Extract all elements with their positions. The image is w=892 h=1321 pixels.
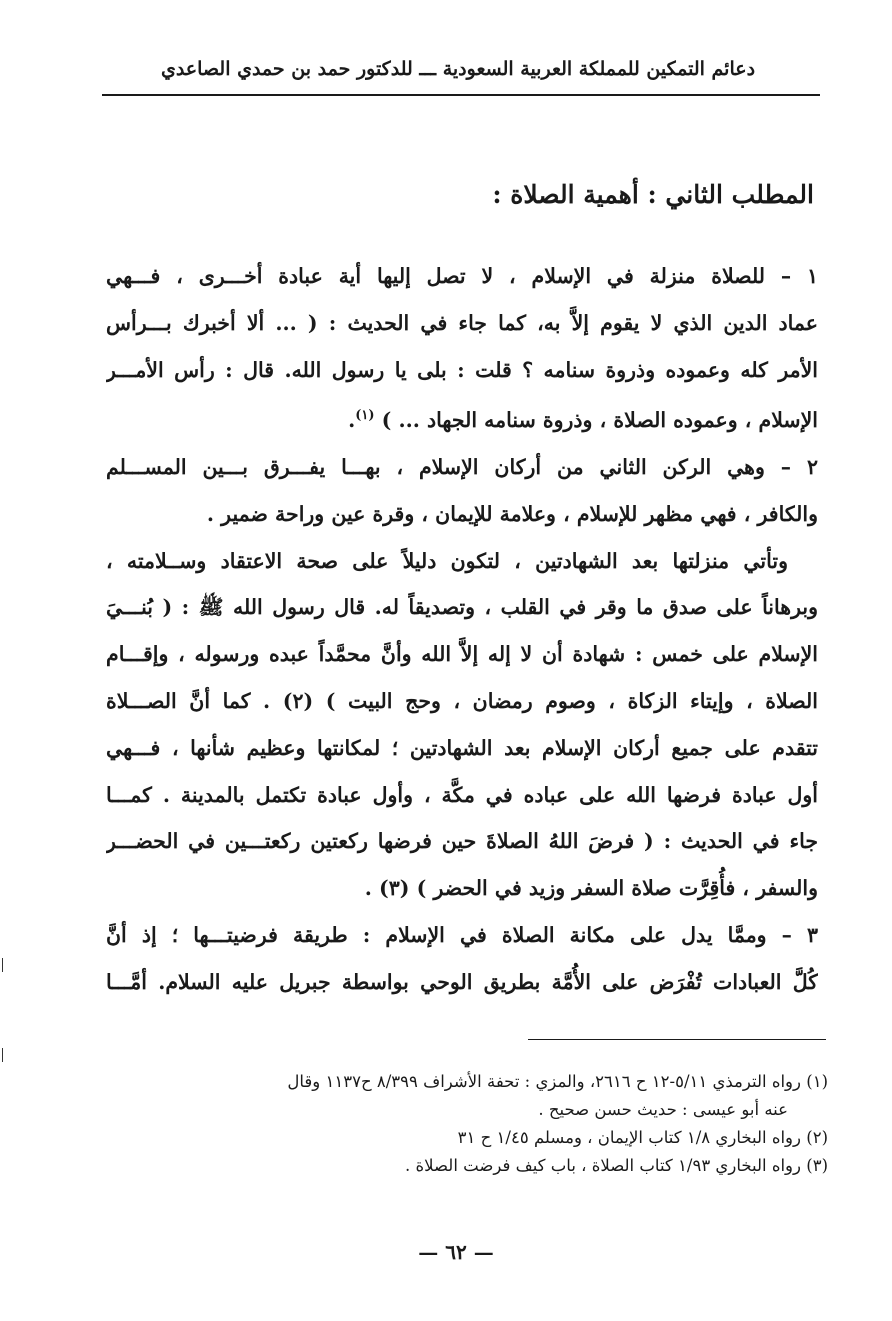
scan-edge-mark <box>2 958 9 972</box>
footnote-rule <box>528 1039 826 1040</box>
text-line: جاء في الحديث : ( فرضَ اللهُ الصلاةَ حين فرضها ركعتين ركعتـــين في الحضـــر <box>106 829 818 854</box>
footnote-ref-1: (١) <box>355 408 375 424</box>
text-line: وبرهاناً على صدق ما وقر في القلب ، وتصديقاً له. قال رسول الله ﷺ : ( بُنـــيَ <box>106 595 818 620</box>
footnote-1: (١) رواه الترمذي ٥/١١-١٢ ح ٢٦١٦، والمزي : تحفة الأشراف ٨/٣٩٩ ح١١٣٧ وقال <box>287 1072 828 1091</box>
footnote-3: (٣) رواه البخاري ١/٩٣ كتاب الصلاة ، باب كيف فرضت الصلاة . <box>405 1156 828 1175</box>
running-header: دعائم التمكين للمملكة العربية السعودية ـــ للدكتور حمد بن حمدي الصاعدي <box>160 58 756 80</box>
text-line <box>106 393 818 444</box>
footnotes <box>108 1068 828 1180</box>
text-line: ١ – للصلاة منزلة في الإسلام ، لا تصل إليها أية عبادة أخـــرى ، فـــهي <box>106 264 818 288</box>
text-line: كُلَّ العبادات تُفْرَض على الأُمَّة بطريق الوحي بواسطة جبريل عليه السلام. أمَّـــا <box>106 969 818 994</box>
text-line: الأمر كله وعموده وذروة سنامه ؟ قلت : بلى يا رسول الله. قال : رأس الأمـــر <box>106 357 818 382</box>
text-line: وتأتي منزلتها بعد الشهادتين ، لتكون دليلاً على صحة الاعتقاد وســلامته ، <box>106 548 788 573</box>
paragraph-4 <box>106 912 818 1006</box>
text-line: ٣ – وممَّا يدل على مكانة الصلاة في الإسلام : طريقة فرضيتـــها ؛ إذ أنَّ <box>106 922 818 947</box>
paragraph-3 <box>106 538 818 912</box>
text-line: والسفر ، فأُقِرَّت صلاة السفر وزيد في الحضر ) (٣) . <box>364 876 818 901</box>
text-line: الإسلام على خمس : شهادة أن لا إله إلاَّ الله وأنَّ محمَّداً عبده ورسوله ، وإقـــام <box>106 642 818 667</box>
text-line: تتقدم على جميع أركان الإسلام بعد الشهادتين ؛ لمكانتها وعظيم شأنها ، فـــهي <box>106 735 818 760</box>
scan-edge-mark <box>2 1048 9 1062</box>
text-line: عماد الدين الذي لا يقوم إلاَّ به، كما جاء في الحديث : ( ... ألا أخبرك بـــرأس <box>106 310 818 335</box>
line-text: الإسلام ، وعموده الصلاة ، وذروة سنامه الجهاد ... ) <box>374 408 818 433</box>
paragraph-2 <box>106 444 818 538</box>
section-heading: المطلب الثاني : أهمية الصلاة : <box>492 180 814 209</box>
text-line: والكافر ، فهي مظهر للإسلام ، وعلامة للإيمان ، وقرة عين وراحة ضمير . <box>206 501 818 526</box>
paragraph-1 <box>106 253 818 444</box>
page-number: — ٦٢ — <box>418 1240 494 1264</box>
line-tail: . <box>348 408 356 433</box>
header-rule <box>102 94 820 96</box>
body-text <box>106 253 818 1006</box>
text-line: أول عبادة فرضها الله على عباده في مكَّة ، وأول عبادة تكتمل بالمدينة . كمـــا <box>106 782 818 807</box>
text-line: الصلاة ، وإيتاء الزكاة ، وصوم رمضان ، وحج البيت ) (٢) . كما أنَّ الصـــلاة <box>106 689 818 713</box>
text-line: ٢ – وهي الركن الثاني من أركان الإسلام ، بهـــا يفـــرق بـــين المســـلم <box>106 455 818 480</box>
footnote-2: (٢) رواه البخاري ١/٨ كتاب الإيمان ، ومسلم ١/٤٥ ح ٣١ <box>457 1128 828 1147</box>
footnote-1-continuation: عنه أبو عيسى : حديث حسن صحيح . <box>538 1100 788 1119</box>
